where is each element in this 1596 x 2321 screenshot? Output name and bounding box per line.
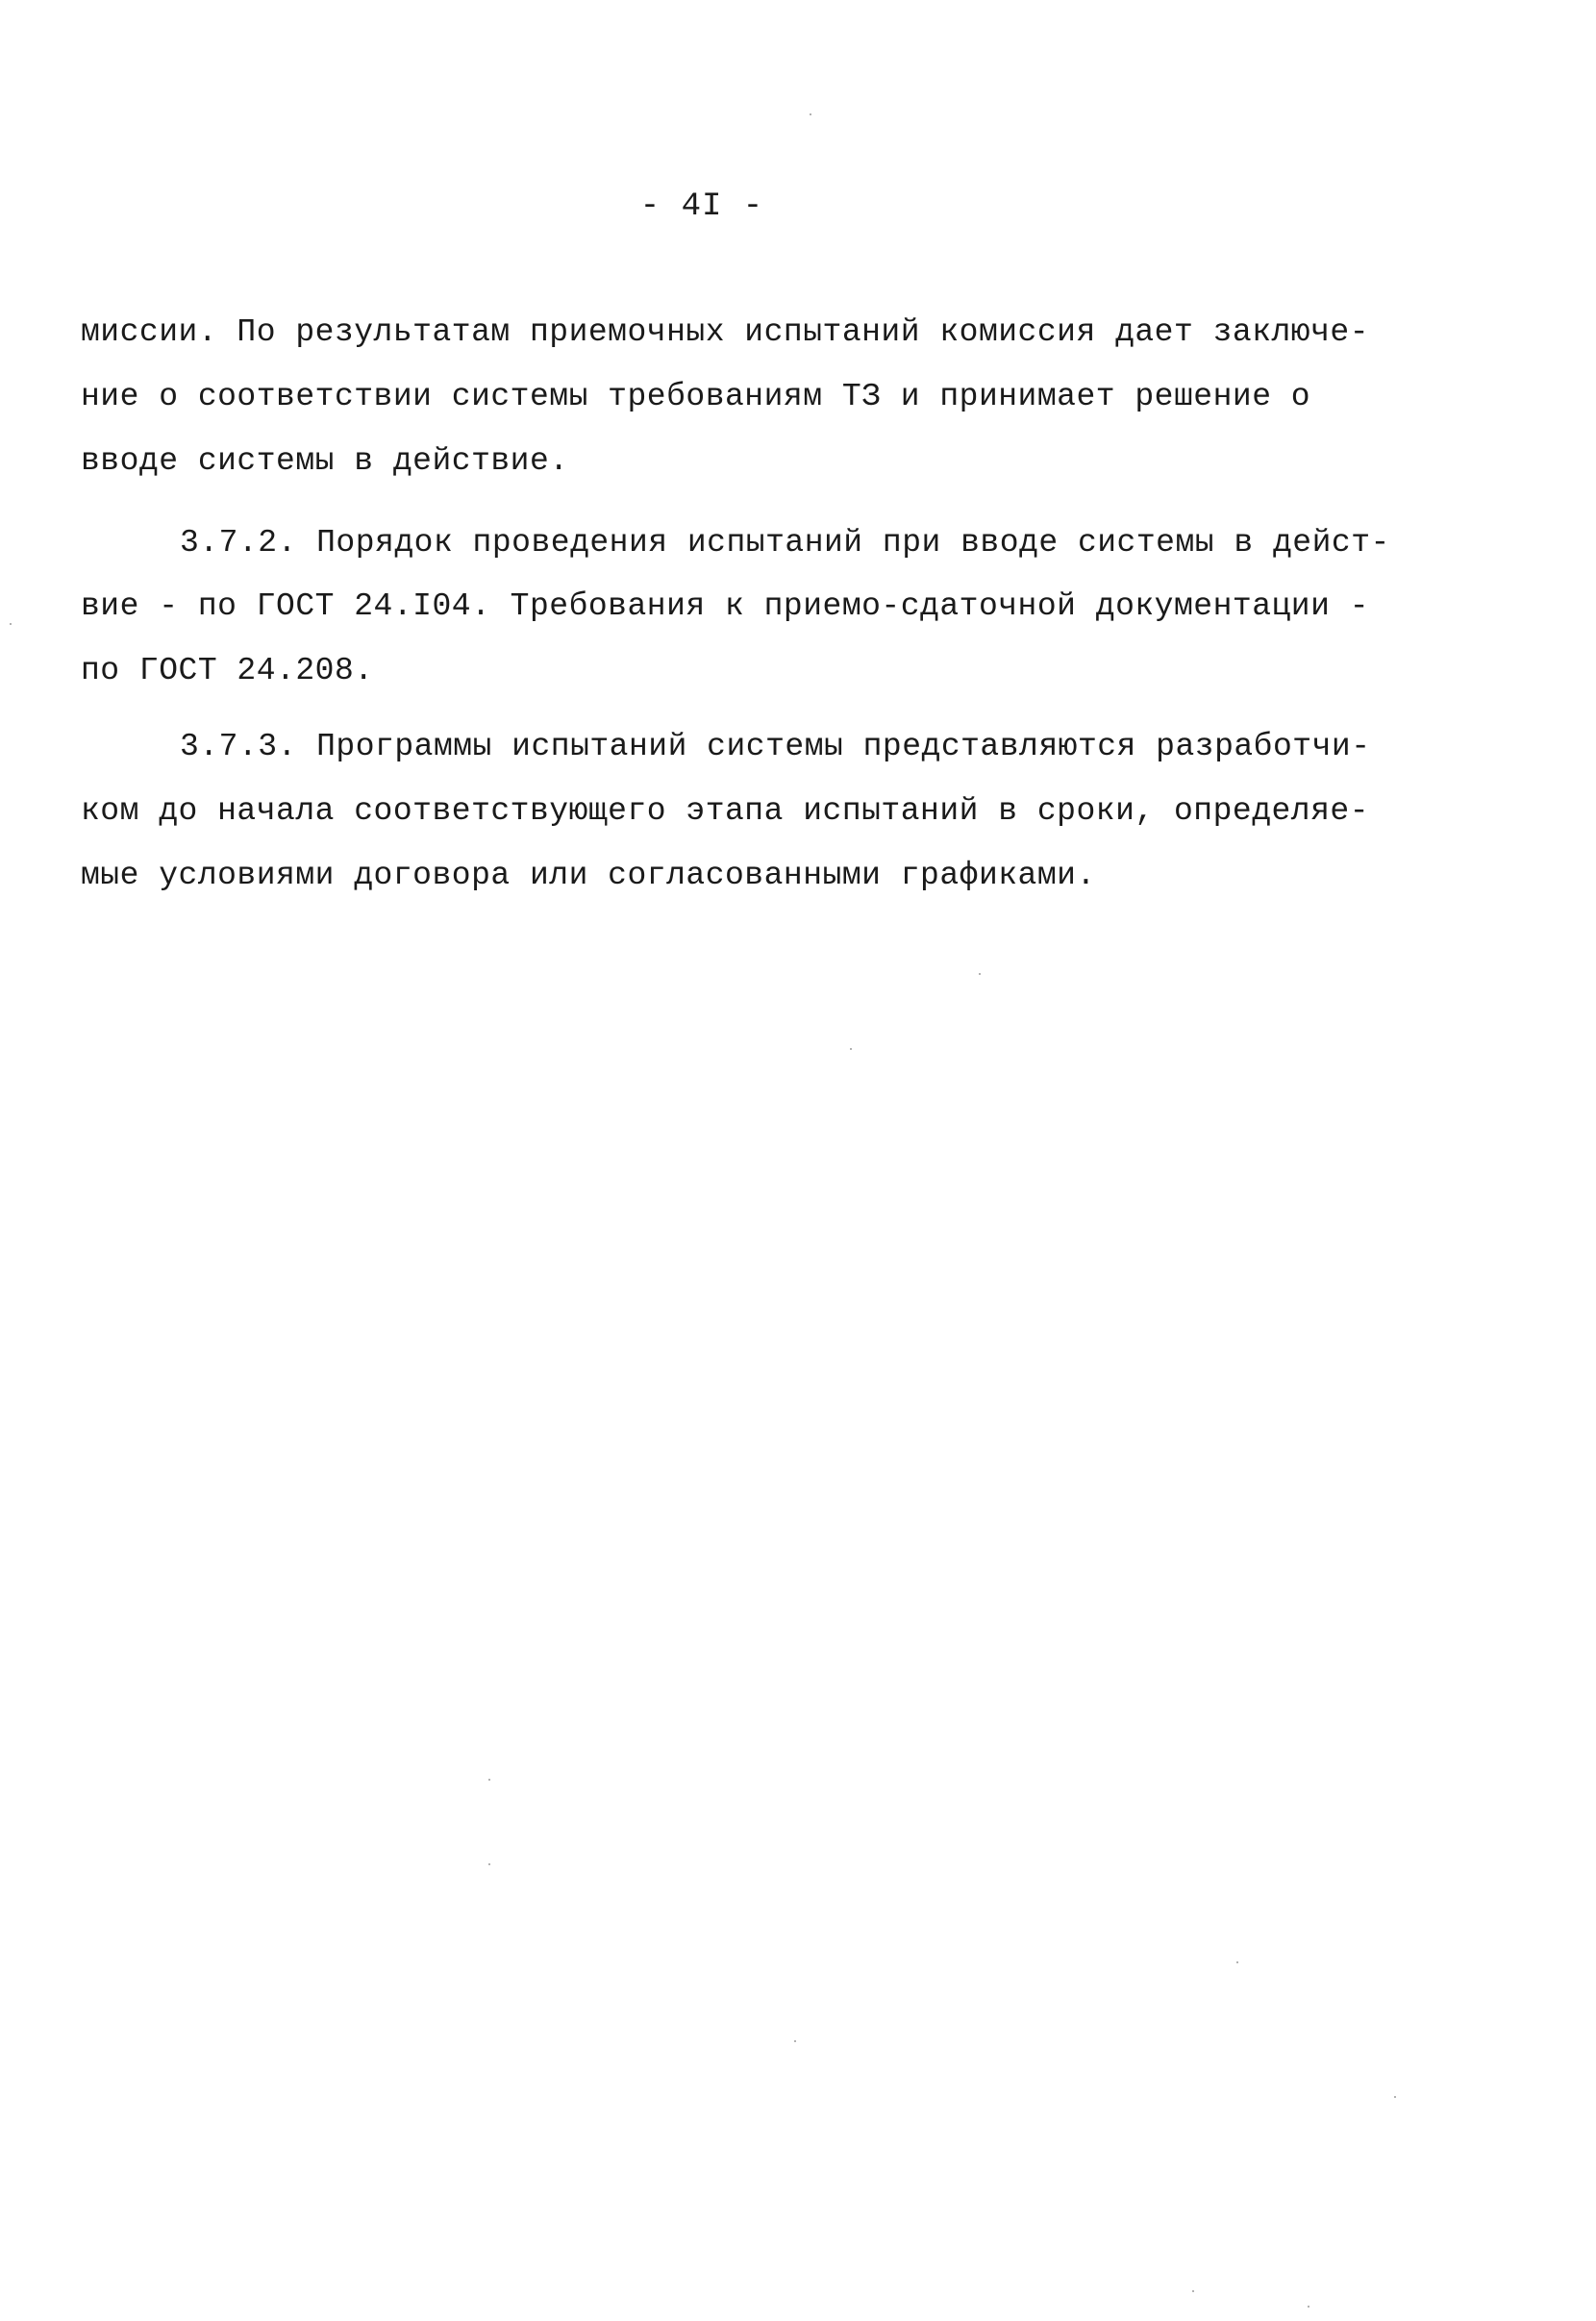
text-line: вие - по ГОСТ 24.I04. Требования к приемо-сдаточной документации - — [81, 588, 1370, 624]
text-line: 3.7.2. Порядок проведения испытаний при вводе системы в дейст- — [180, 525, 1390, 561]
scan-speck — [1394, 2096, 1396, 2098]
scan-speck — [488, 1779, 490, 1781]
text-line: миссии. По результатам приемочных испытаний комиссия дает заключе- — [81, 314, 1370, 350]
scan-speck — [1308, 2306, 1309, 2308]
scan-speck — [1236, 1961, 1238, 1963]
scan-speck — [1192, 2290, 1194, 2292]
scan-speck — [488, 1863, 490, 1865]
text-line: 3.7.3. Программы испытаний системы представляются разработчи- — [180, 729, 1371, 764]
text-line: вводе системы в действие. — [81, 443, 569, 479]
text-line: мые условиями договора или согласованными графиками. — [81, 858, 1096, 893]
scan-speck — [850, 1048, 852, 1050]
scan-speck — [979, 973, 981, 975]
scan-speck — [10, 623, 12, 625]
text-line: ком до начала соответствующего этапа испытаний в сроки, определяе- — [81, 793, 1370, 829]
text-line: ние о соответствии системы требованиям ТЗ и принимает решение о — [81, 379, 1311, 414]
text-line: по ГОСТ 24.208. — [81, 653, 374, 688]
scan-speck — [794, 2040, 796, 2042]
scan-speck — [810, 113, 811, 115]
page-number: - 4I - — [639, 188, 764, 225]
